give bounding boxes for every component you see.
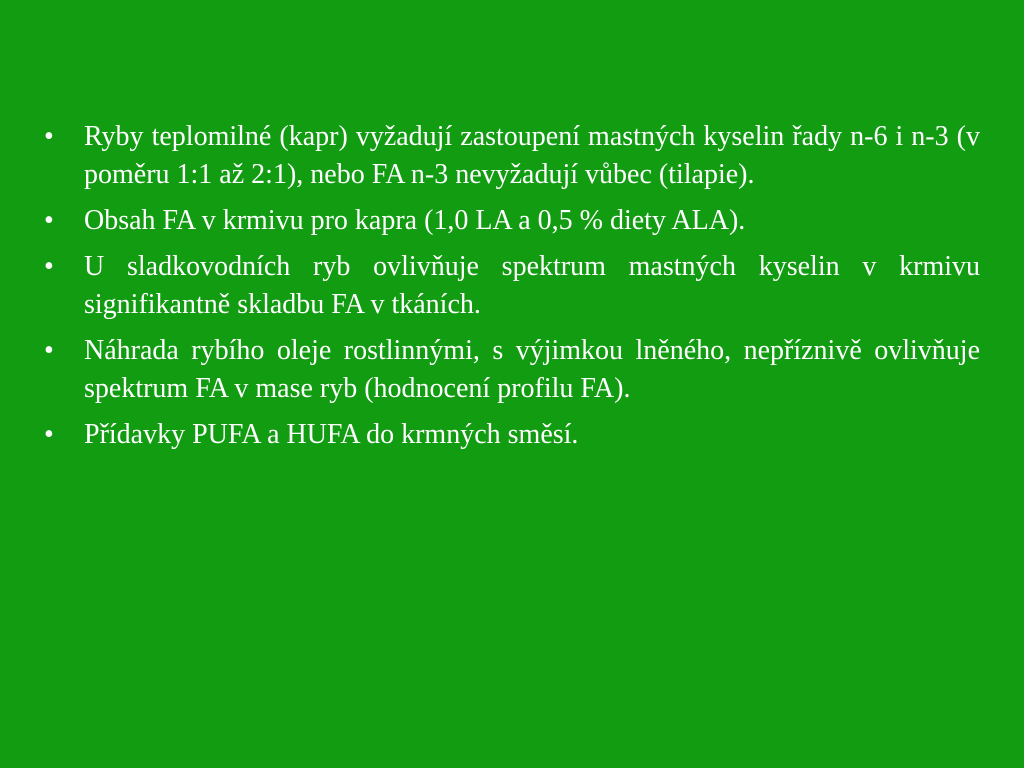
bullet-text: Přídavky PUFA a HUFA do krmných směsí.	[84, 419, 579, 450]
bullet-text: Obsah FA v krmivu pro kapra (1,0 LA a 0,5 % diety ALA).	[84, 205, 746, 236]
bullet-text: Ryby teplomilné (kapr) vyžadují zastoupení mastných kyselin řady n-6 i n-3 (v poměru 1:1 až 2:1), nebo FA n-3 nevyžadují vůbec (tilapie).	[84, 121, 980, 190]
bullet-dot-icon: •	[44, 335, 54, 366]
bullet-item-freshwater-fish	[44, 248, 980, 324]
bullet-dot-icon: •	[44, 251, 54, 282]
bullet-text: Náhrada rybího oleje rostlinnými, s výjimkou lněného, nepříznivě ovlivňuje spektrum FA v mase ryb (hodnocení profilu FA).	[84, 335, 980, 404]
bullet-item-oil-replacement	[44, 332, 980, 408]
bullet-dot-icon: •	[44, 205, 54, 236]
bullet-list	[44, 118, 980, 462]
bullet-dot-icon: •	[44, 419, 54, 450]
bullet-item-fa-content	[44, 202, 980, 240]
bullet-dot-icon: •	[44, 121, 54, 152]
bullet-item-pufa-hufa	[44, 416, 980, 454]
bullet-text: U sladkovodních ryb ovlivňuje spektrum mastných kyselin v krmivu signifikantně skladbu FA v tkáních.	[84, 251, 980, 320]
bullet-item-carp-requirements	[44, 118, 980, 194]
